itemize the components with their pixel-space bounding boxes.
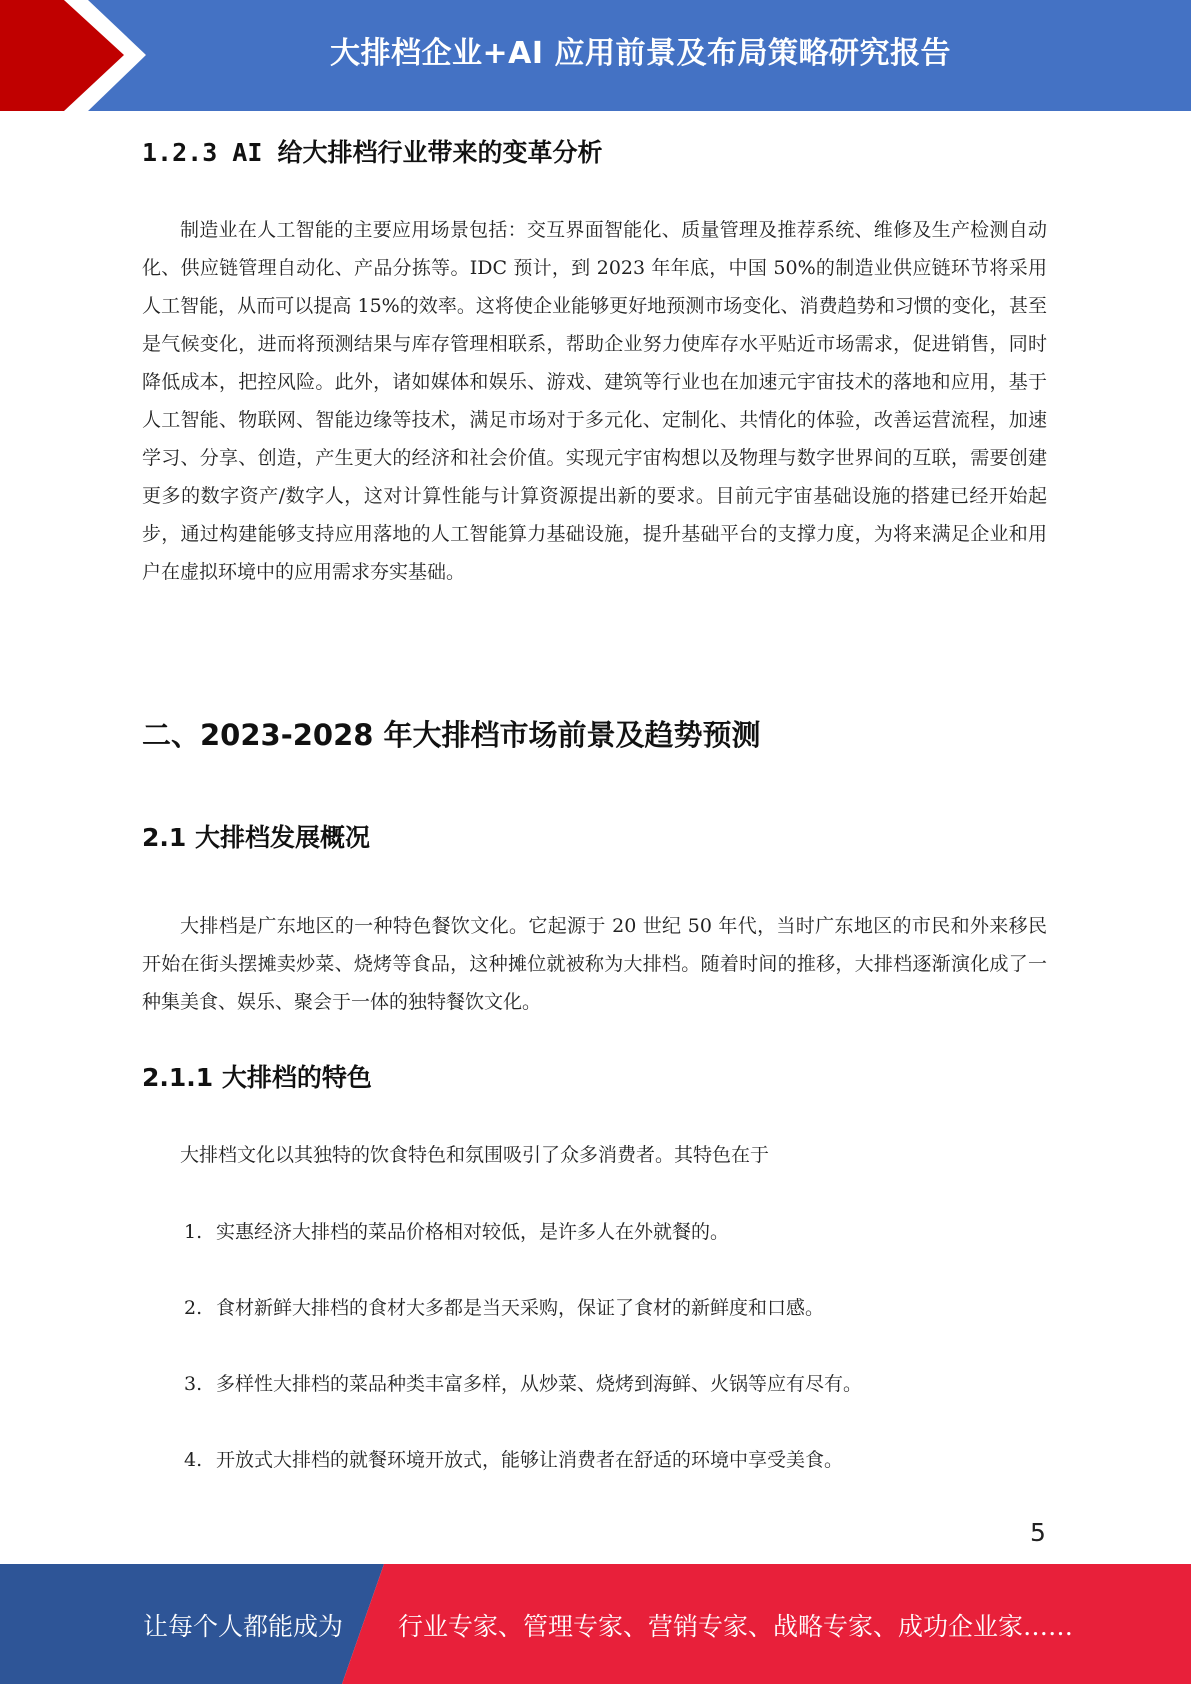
chapter-2-heading: 二、2023-2028 年大排档市场前景及趋势预测 <box>142 718 761 752</box>
list-item <box>184 1293 824 1323</box>
section-1-2-3-paragraph: 制造业在人工智能的主要应用场景包括：交互界面智能化、质量管理及推荐系统、维修及生产检测自动化、供应链管理自动化、产品分拣等。IDC 预计，到 2023 年年底，中国 50%的制造业供应链环节将采用人工智能，从而可以提高 15%的效率。这将使企业能够更好地预测市场变化、消费趋势和习惯的变化，甚至是气候变化，进而将预测结果与库存管理相联系，帮助企业努力使库存水平贴近市场需求，促进销售，同时降低成本，把控风险。此外，诸如媒体和娱乐、游戏、建筑等行业也在加速元宇宙技术的落地和应用，基于人工智能、物联网、智能边缘等技术，满足市场对于多元化、定制化、共情化的体验，改善运营流程，加速学习、分享、创造，产生更大的经济和社会价值。实现元宇宙构想以及物理与数字世界间的互联，需要创建更多的数字资产/数字人，这对计算性能与计算资源提出新的要求。目前元宇宙基础设施的搭建已经开始起步，通过构建能够支持应用落地的人工智能算力基础设施，提升基础平台的支撑力度，为将来满足企业和用户在虚拟环境中的应用需求夯实基础。 <box>142 219 1047 583</box>
page-number: 5 <box>1030 1518 1046 1547</box>
footer-slogan-right: 行业专家、管理专家、营销专家、战略专家、成功企业家…… <box>398 1612 1074 1641</box>
section-2-1-paragraph: 大排档是广东地区的一种特色餐饮文化。它起源于 20 世纪 50 年代，当时广东地区的市民和外来移民开始在街头摆摊卖炒菜、烧烤等食品，这种摊位就被称为大排档。随着时间的推移，大排档逐渐演化成了一种集美食、娱乐、聚会于一体的独特餐饮文化。 <box>142 915 1047 1013</box>
list-item <box>184 1445 843 1475</box>
report-title: 大排档企业+AI 应用前景及布局策略研究报告 <box>330 36 951 71</box>
list-item-text: 开放式大排档的就餐环境开放式，能够让消费者在舒适的环境中享受美食。 <box>216 1449 844 1471</box>
list-item-number: 3. <box>184 1373 203 1395</box>
section-2-1-1-intro: 大排档文化以其独特的饮食特色和氛围吸引了众多消费者。其特色在于 <box>180 1144 770 1166</box>
footer-slogan-left: 让每个人都能成为 <box>143 1612 344 1641</box>
list-item <box>184 1369 862 1399</box>
list-item-number: 2. <box>184 1297 203 1319</box>
list-item-text: 多样性大排档的菜品种类丰富多样，从炒菜、烧烤到海鲜、火锅等应有尽有。 <box>216 1373 863 1395</box>
section-heading-2-1-1: 2.1.1 大排档的特色 <box>142 1063 372 1092</box>
list-item-number: 4. <box>184 1449 203 1471</box>
section-heading-2-1: 2.1 大排档发展概况 <box>142 823 370 852</box>
page-header-banner <box>0 0 1191 111</box>
list-item <box>184 1217 729 1247</box>
list-item-text: 食材新鲜大排档的食材大多都是当天采购，保证了食材的新鲜度和口感。 <box>216 1297 825 1319</box>
section-heading-1-2-3: 1.2.3 AI 给大排档行业带来的变革分析 <box>142 138 603 167</box>
list-item-text: 实惠经济大排档的菜品价格相对较低，是许多人在外就餐的。 <box>216 1221 730 1243</box>
page-footer-banner <box>0 1564 1191 1684</box>
list-item-number: 1. <box>184 1221 203 1243</box>
